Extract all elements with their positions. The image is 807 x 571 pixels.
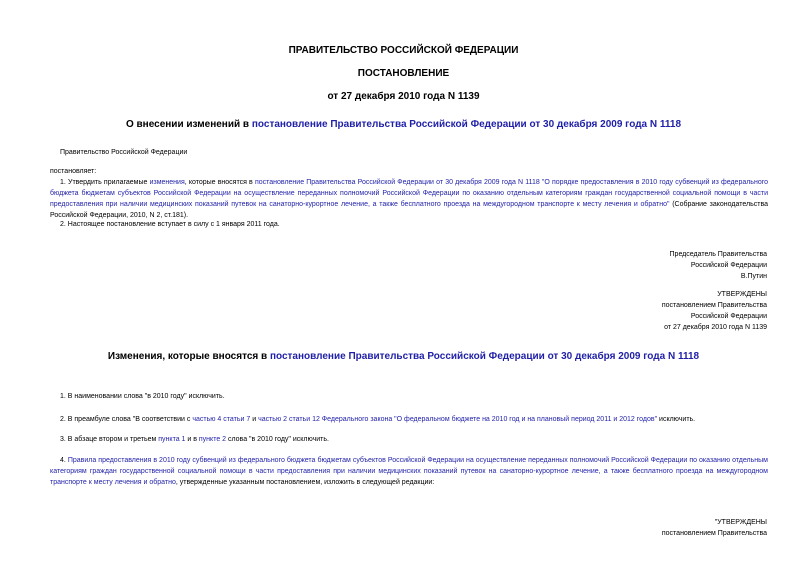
paragraph-2: 2. Настоящее постановление вступает в силу с 1 января 2011 года. — [60, 221, 280, 228]
doc-type-heading: ПОСТАНОВЛЕНИЕ — [357, 68, 450, 79]
p1-text-a: 1. Утвердить прилагаемые — [60, 179, 150, 186]
approved2-line-2: постановлением Правительства — [661, 530, 767, 537]
approved-line-3: Российской Федерации — [690, 313, 767, 320]
signature-name: В.Путин — [740, 273, 767, 280]
issuer-text: Правительство Российской Федерации — [60, 149, 188, 156]
approved-block — [662, 289, 767, 333]
decrees-text: постановляет: — [50, 168, 97, 175]
date-number-heading: от 27 декабря 2010 года N 1139 — [327, 91, 480, 102]
title-prefix: О внесении изменений в — [125, 119, 252, 130]
i3-link-point-1[interactable]: пункта 1 — [158, 436, 186, 443]
i2-text-c: исключить. — [657, 416, 696, 423]
i4-text-a: 4. — [60, 457, 68, 464]
i2-text-a: 2. В преамбуле слова "В соответствии с — [60, 416, 193, 423]
i2-link-article-7[interactable]: частью 4 статьи 7 — [192, 416, 251, 423]
signature-line-2: Российской Федерации — [690, 262, 767, 269]
changes-title-link[interactable]: постановление Правительства Российской Федерации от 30 декабря 2009 года N 1118 — [269, 351, 700, 362]
p1-link-decree[interactable]: постановление Правительства Российской Федерации от 30 декабря 2009 года N 1118 "О порядке предоставления в 2010 году субвенций из федерального бюджета бюджетам субъектов Российской Федерации на осуществление переданных полномочий Российской Федерации по оказанию отдельным категориям граждан государственной социальной помощи в части предоставления при наличии медицинских показаний путевок на санаторно-курортное лечение, а также бесплатного проезда на междугородном транспорте к месту лечения и обратно" — [50, 179, 769, 208]
approved-line-2: постановлением Правительства — [661, 302, 767, 309]
p1-text-c: (Собрание законодательства Российской Федерации, 2010, N 2, ст.181). — [50, 201, 768, 219]
i4-text-b: , утвержденные указанным постановлением, изложить в следующей редакции: — [175, 479, 435, 486]
changes-title-prefix: Изменения, которые вносятся в — [107, 351, 270, 362]
change-item-4 — [50, 455, 768, 488]
i4-link-rules[interactable]: Правила предоставления в 2010 году субвенций из федерального бюджета бюджетам субъектов Российской Федерации на осуществление переданных полномочий Российской Федерации по оказанию отдельным категориям граждан государственной социальной помощи в части предоставления при наличии медицинских показаний путевок на санаторно-курортное лечение, а также бесплатного проезда на междугородном транспорте к месту лечения и обратно — [50, 457, 768, 486]
i3-text-c: слова "в 2010 году" исключить. — [226, 436, 329, 443]
i2-link-federal-law[interactable]: частью 2 статьи 12 Федерального закона "О федеральном бюджете на 2010 год и на плановый период 2011 и 2012 годов" — [258, 416, 658, 423]
p1-link-changes[interactable]: изменения — [149, 179, 185, 186]
change-item-1: 1. В наименовании слова "в 2010 году" исключить. — [60, 393, 225, 400]
i3-text-a: 3. В абзаце втором и третьем — [60, 436, 159, 443]
approved-line-4: от 27 декабря 2010 года N 1139 — [664, 324, 767, 331]
approved-block-2 — [662, 517, 767, 539]
p1-text-b: , которые вносятся в — [184, 179, 255, 186]
approved2-line-1: "УТВЕРЖДЕНЫ — [714, 519, 767, 526]
i3-link-point-2[interactable]: пункте 2 — [198, 436, 227, 443]
approved-line-1: УТВЕРЖДЕНЫ — [717, 291, 767, 298]
document-title — [0, 119, 807, 130]
title-link[interactable]: постановление Правительства Российской Федерации от 30 декабря 2009 года N 1118 — [251, 119, 682, 130]
government-heading: ПРАВИТЕЛЬСТВО РОССИЙСКОЙ ФЕДЕРАЦИИ — [288, 45, 519, 56]
i2-text-b: и — [250, 416, 259, 423]
paragraph-1 — [50, 177, 768, 221]
i3-text-b: и в — [185, 436, 199, 443]
change-item-3 — [60, 434, 329, 445]
changes-title — [0, 351, 807, 362]
signature-block — [670, 249, 767, 282]
signature-line-1: Председатель Правительства — [669, 251, 767, 258]
change-item-2 — [60, 414, 695, 425]
